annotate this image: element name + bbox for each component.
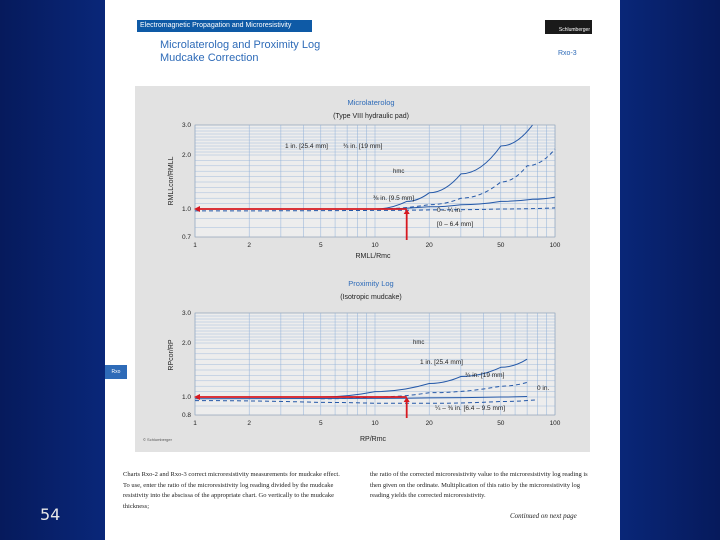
series-label: 1 in. [25.4 mm] xyxy=(420,359,463,366)
title-line-1: Microlaterolog and Proximity Log xyxy=(160,39,321,51)
figure-charts xyxy=(105,0,620,540)
y-tick-label: 1.0 xyxy=(181,206,191,213)
caption-left: Charts Rxo-2 and Rxo-3 correct microresistivity measurements for mudcake effect. To use, enter the ratio of the microresistivity log reading divided by the mudcake resistivity into the abscissa of the appropriate chart. Go vertically to the mudcake thickness; xyxy=(123,471,340,510)
series-label: ¼ – ⅜ in. [6.4 – 9.5 mm] xyxy=(435,405,506,412)
caption-right: the ratio of the corrected microresistivity value to the microresistivity log reading is then given on the ordinate. Multiplication of this ratio by the microresistivity log reading yields the corrected microresistivity. xyxy=(370,471,588,499)
brand-logo: Schlumberger xyxy=(545,20,592,34)
side-tab: Rxo xyxy=(105,365,127,379)
x-tick-label: 2 xyxy=(247,420,251,427)
chart-subtitle: (Type VIII hydraulic pad) xyxy=(333,113,409,120)
y-axis-label: RMLLcor/RMLL xyxy=(168,156,175,206)
series-label: ¾ in. [19 mm] xyxy=(465,372,505,379)
x-tick-label: 20 xyxy=(425,242,433,249)
y-tick-label: 2.0 xyxy=(181,152,191,159)
figure-credit: © Schlumberger xyxy=(143,437,172,442)
x-tick-label: 5 xyxy=(319,242,323,249)
x-tick-label: 5 xyxy=(319,420,323,427)
y-tick-label: 3.0 xyxy=(181,310,191,317)
chart-title: Microlaterolog xyxy=(347,98,395,107)
continued-note: Continued on next page xyxy=(510,512,577,520)
x-tick-label: 50 xyxy=(497,242,505,249)
hmc-annotation: hmc xyxy=(413,340,425,346)
title-line-2: Mudcake Correction xyxy=(160,52,259,64)
chart-title: Proximity Log xyxy=(348,279,394,288)
slide-page-number: 54 xyxy=(40,505,61,524)
x-axis-label: RP/Rmc xyxy=(359,436,387,443)
y-tick-label: 3.0 xyxy=(181,122,191,129)
x-axis-label: RMLL/Rmc xyxy=(355,253,391,260)
x-tick-label: 20 xyxy=(425,420,433,427)
y-tick-label: 2.0 xyxy=(181,340,191,347)
x-tick-label: 100 xyxy=(549,420,561,427)
x-tick-label: 1 xyxy=(193,420,197,427)
x-tick-label: 50 xyxy=(497,420,505,427)
x-tick-label: 10 xyxy=(371,242,379,249)
x-tick-label: 10 xyxy=(371,420,379,427)
x-tick-label: 100 xyxy=(549,242,561,249)
series-label: 1 in. [25.4 mm] xyxy=(285,143,328,150)
x-tick-label: 2 xyxy=(247,242,251,249)
y-tick-label: 0.8 xyxy=(181,412,191,419)
series-label: ⅜ in. [9.5 mm] xyxy=(373,195,415,202)
chart-id: Rxo-3 xyxy=(558,50,577,57)
chart-subtitle: (Isotropic mudcake) xyxy=(340,294,402,301)
y-axis-label: RPcor/RP xyxy=(168,339,175,371)
series-label: 0 – ¼ in. xyxy=(437,207,462,214)
series-label: 0 in. xyxy=(537,385,550,392)
y-tick-label: 1.0 xyxy=(181,394,191,401)
series-note: [0 – 6.4 mm] xyxy=(437,221,474,228)
x-tick-label: 1 xyxy=(193,242,197,249)
series-label: ¾ in. [19 mm] xyxy=(343,143,383,150)
y-tick-label: 0.7 xyxy=(181,234,191,241)
section-header: Electromagnetic Propagation and Microresistivity xyxy=(137,20,312,32)
hmc-annotation: hmc xyxy=(393,169,405,175)
document-page xyxy=(105,0,620,540)
